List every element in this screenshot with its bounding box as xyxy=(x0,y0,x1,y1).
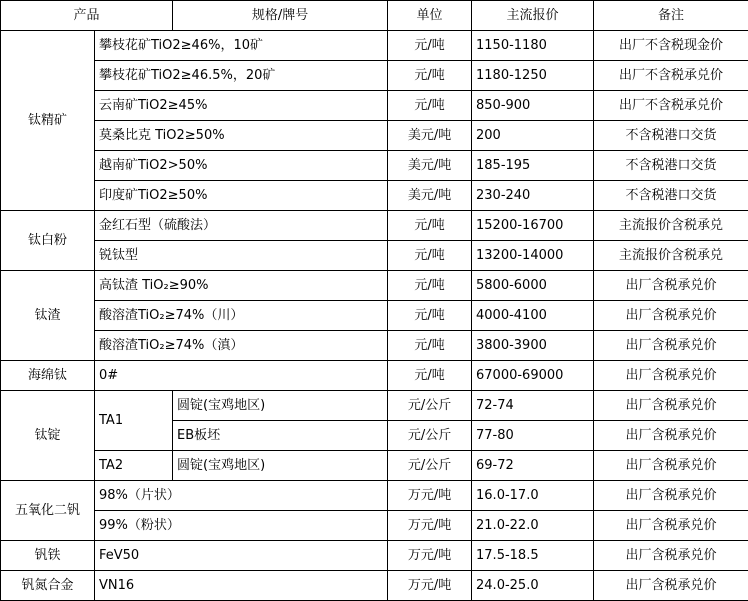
spec-cell: 云南矿TiO2≥45% xyxy=(95,91,388,121)
unit-cell: 元/吨 xyxy=(388,211,472,241)
note-cell: 出厂含税承兑价 xyxy=(594,571,748,601)
spec-cell: 酸溶渣TiO₂≥74%（滇） xyxy=(95,331,388,361)
price-cell: 17.5-18.5 xyxy=(472,541,594,571)
price-cell: 69-72 xyxy=(472,451,594,481)
category-cell: 海绵钛 xyxy=(1,361,95,391)
price-cell: 1150-1180 xyxy=(472,31,594,61)
unit-cell: 元/吨 xyxy=(388,241,472,271)
spec-cell: 高钛渣 TiO₂≥90% xyxy=(95,271,388,301)
unit-cell: 元/吨 xyxy=(388,271,472,301)
category-cell: 五氧化二钒 xyxy=(1,481,95,541)
price-cell: 13200-14000 xyxy=(472,241,594,271)
unit-cell: 元/吨 xyxy=(388,91,472,121)
table-row xyxy=(1,241,748,271)
unit-cell: 美元/吨 xyxy=(388,181,472,211)
table-row xyxy=(1,151,748,181)
category-cell: 钛精矿 xyxy=(1,31,95,211)
table-row xyxy=(1,511,748,541)
spec-cell: 圆锭(宝鸡地区) xyxy=(173,391,388,421)
spec-cell: 印度矿TiO2≥50% xyxy=(95,181,388,211)
note-cell: 出厂含税承兑价 xyxy=(594,301,748,331)
price-cell: 3800-3900 xyxy=(472,331,594,361)
table-row xyxy=(1,271,748,301)
spec-cell: 锐钛型 xyxy=(95,241,388,271)
note-cell: 出厂不含税承兑价 xyxy=(594,91,748,121)
unit-cell: 美元/吨 xyxy=(388,121,472,151)
price-cell: 4000-4100 xyxy=(472,301,594,331)
table-header-row xyxy=(1,1,748,31)
header-note: 备注 xyxy=(594,1,748,31)
unit-cell: 元/吨 xyxy=(388,301,472,331)
table-row xyxy=(1,481,748,511)
note-cell: 不含税港口交货 xyxy=(594,151,748,181)
note-cell: 出厂含税承兑价 xyxy=(594,481,748,511)
note-cell: 出厂含税承兑价 xyxy=(594,511,748,541)
unit-cell: 元/公斤 xyxy=(388,421,472,451)
spec-cell: 98%（片状） xyxy=(95,481,388,511)
spec-cell: 越南矿TiO2>50% xyxy=(95,151,388,181)
note-cell: 出厂含税承兑价 xyxy=(594,391,748,421)
price-cell: 72-74 xyxy=(472,391,594,421)
spec-cell: EB板坯 xyxy=(173,421,388,451)
price-cell: 200 xyxy=(472,121,594,151)
table-row xyxy=(1,91,748,121)
table-row xyxy=(1,211,748,241)
note-cell: 出厂含税承兑价 xyxy=(594,541,748,571)
note-cell: 出厂含税承兑价 xyxy=(594,271,748,301)
category-cell: 钛渣 xyxy=(1,271,95,361)
unit-cell: 元/公斤 xyxy=(388,391,472,421)
note-cell: 不含税港口交货 xyxy=(594,121,748,151)
note-cell: 主流报价含税承兑 xyxy=(594,241,748,271)
category-cell: 钛白粉 xyxy=(1,211,95,271)
table-row xyxy=(1,31,748,61)
table-row xyxy=(1,391,748,421)
price-cell: 21.0-22.0 xyxy=(472,511,594,541)
price-cell: 185-195 xyxy=(472,151,594,181)
unit-cell: 万元/吨 xyxy=(388,511,472,541)
unit-cell: 元/吨 xyxy=(388,61,472,91)
grade-cell: TA1 xyxy=(95,391,173,451)
spec-cell: 攀枝花矿TiO2≥46%，10矿 xyxy=(95,31,388,61)
table-row xyxy=(1,121,748,151)
table-row xyxy=(1,61,748,91)
unit-cell: 万元/吨 xyxy=(388,481,472,511)
unit-cell: 元/吨 xyxy=(388,361,472,391)
unit-cell: 元/公斤 xyxy=(388,451,472,481)
price-cell: 77-80 xyxy=(472,421,594,451)
note-cell: 出厂含税承兑价 xyxy=(594,331,748,361)
unit-cell: 万元/吨 xyxy=(388,541,472,571)
category-cell: 钒氮合金 xyxy=(1,571,95,601)
price-cell: 67000-69000 xyxy=(472,361,594,391)
note-cell: 出厂不含税现金价 xyxy=(594,31,748,61)
table-row xyxy=(1,181,748,211)
note-cell: 出厂含税承兑价 xyxy=(594,451,748,481)
price-cell: 15200-16700 xyxy=(472,211,594,241)
table-row xyxy=(1,571,748,601)
spec-cell: VN16 xyxy=(95,571,388,601)
header-unit: 单位 xyxy=(388,1,472,31)
spec-cell: 莫桑比克 TiO2≥50% xyxy=(95,121,388,151)
header-price: 主流报价 xyxy=(472,1,594,31)
price-cell: 230-240 xyxy=(472,181,594,211)
spec-cell: 酸溶渣TiO₂≥74%（川） xyxy=(95,301,388,331)
spec-cell: 0# xyxy=(95,361,388,391)
spec-cell: 圆锭(宝鸡地区) xyxy=(173,451,388,481)
note-cell: 出厂含税承兑价 xyxy=(594,421,748,451)
table-row xyxy=(1,331,748,361)
note-cell: 出厂含税承兑价 xyxy=(594,361,748,391)
price-cell: 16.0-17.0 xyxy=(472,481,594,511)
table-row xyxy=(1,301,748,331)
header-spec: 规格/牌号 xyxy=(173,1,388,31)
spec-cell: 金红石型（硫酸法） xyxy=(95,211,388,241)
unit-cell: 元/吨 xyxy=(388,331,472,361)
table-row xyxy=(1,451,748,481)
grade-cell: TA2 xyxy=(95,451,173,481)
table-row xyxy=(1,541,748,571)
unit-cell: 美元/吨 xyxy=(388,151,472,181)
unit-cell: 元/吨 xyxy=(388,31,472,61)
header-product: 产品 xyxy=(1,1,173,31)
category-cell: 钛锭 xyxy=(1,391,95,481)
spec-cell: FeV50 xyxy=(95,541,388,571)
category-cell: 钒铁 xyxy=(1,541,95,571)
price-cell: 5800-6000 xyxy=(472,271,594,301)
price-cell: 850-900 xyxy=(472,91,594,121)
note-cell: 不含税港口交货 xyxy=(594,181,748,211)
price-cell: 24.0-25.0 xyxy=(472,571,594,601)
unit-cell: 万元/吨 xyxy=(388,571,472,601)
note-cell: 出厂不含税承兑价 xyxy=(594,61,748,91)
table-row xyxy=(1,361,748,391)
spec-cell: 攀枝花矿TiO2≥46.5%，20矿 xyxy=(95,61,388,91)
spec-cell: 99%（粉状） xyxy=(95,511,388,541)
note-cell: 主流报价含税承兑 xyxy=(594,211,748,241)
price-cell: 1180-1250 xyxy=(472,61,594,91)
